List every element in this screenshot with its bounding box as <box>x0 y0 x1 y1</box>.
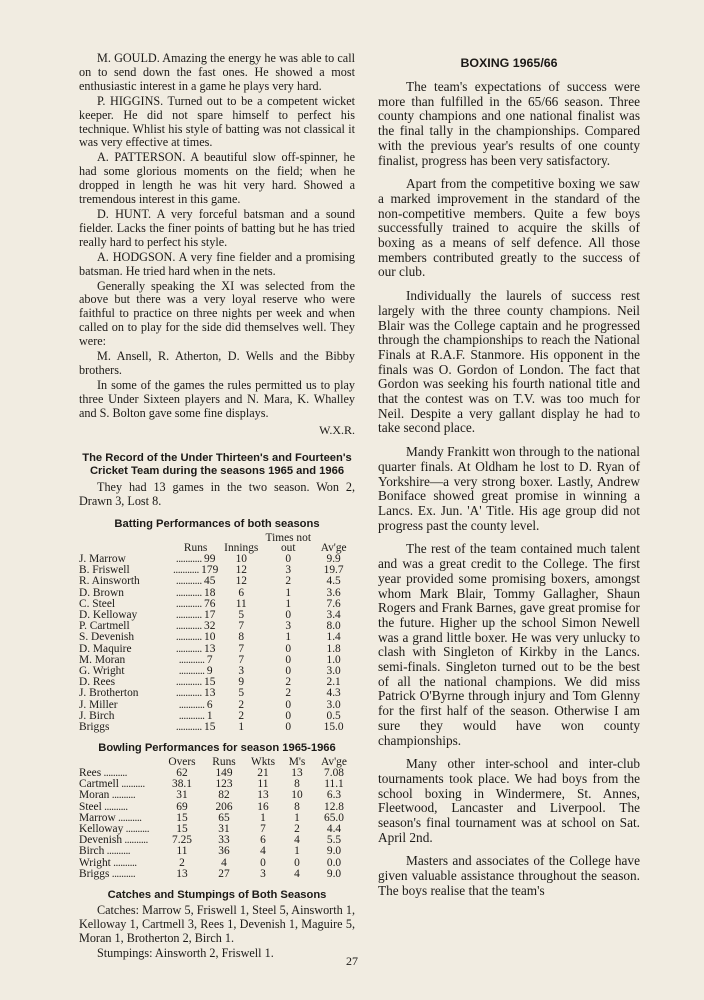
boxing-para-non-competitive: Apart from the competitive boxing we saw a marked improvement in the standard of the non-competitive members. Quite a few boys successfully trained to acquire the skills of boxing as a means of self defence. All those members contributed greatly to the success of our club. <box>378 176 640 280</box>
report-hodgson: A. HODGSON. A very fine fielder and a promising batsman. He tried hard when in the nets. <box>79 249 355 278</box>
runs-value: 10 <box>204 631 216 644</box>
runs-value: 76 <box>204 597 216 610</box>
average-value: 1.8 <box>326 642 341 655</box>
right-column <box>378 56 640 899</box>
player-name: J. Marrow <box>79 552 126 565</box>
player-name: D. Brown <box>79 586 124 599</box>
player-name: M. Moran <box>79 653 126 666</box>
runs-value: 123 <box>215 778 233 791</box>
header-times-not-out: Times not out <box>265 531 311 555</box>
runs-value: 36 <box>218 845 230 858</box>
maidens-value: 13 <box>291 766 303 779</box>
wickets-value: 7 <box>260 822 266 835</box>
average-value: 65.0 <box>324 811 344 824</box>
bowler-name: Kelloway <box>79 822 124 835</box>
wickets-value: 0 <box>260 856 266 869</box>
batting-row <box>79 632 355 643</box>
leader-dots: ........... <box>175 642 205 655</box>
not-out-value: 2 <box>285 676 292 689</box>
bowler-name: Devenish <box>79 834 123 847</box>
runs-value: 13 <box>204 642 216 655</box>
report-reserves: M. Ansell, R. Atherton, D. Wells and the Bibby brothers. <box>79 349 355 377</box>
runs-value: 7 <box>206 653 213 666</box>
average-value: 7.08 <box>324 766 344 779</box>
leader-dots: ........... <box>175 631 205 644</box>
bowling-row <box>79 869 355 880</box>
innings-value: 7 <box>238 642 245 655</box>
report-higgins: P. HIGGINS. Turned out to be a competent wicket keeper. He did not spare himself to perfect his technique. Whlist his style of batting was not classical it was very effective at times. <box>79 93 355 150</box>
wickets-value: 1 <box>260 811 266 824</box>
report-patterson: A. PATTERSON. A beautiful slow off-spinner, he had some glorious moments on the field; when he dropped in length he was hit very hard. Showed a tremendous interest in this game. <box>79 150 355 207</box>
average-value: 1.0 <box>326 653 341 666</box>
not-out-value: 3 <box>285 620 292 633</box>
player-reports <box>79 52 355 421</box>
bowler-name: Moran <box>79 789 110 802</box>
report-hunt: D. HUNT. A very forceful batsman and a sound fielder. Lacks the finer points of batting but he has tried really hard to perfect his style. <box>79 206 355 249</box>
innings-value: 7 <box>238 653 245 666</box>
overs-value: 15 <box>176 822 188 835</box>
bowler-name: Birch <box>79 845 105 858</box>
maidens-value: 1 <box>294 811 300 824</box>
average-value: 5.5 <box>326 834 342 847</box>
innings-value: 1 <box>238 721 245 734</box>
maidens-value: 4 <box>294 834 300 847</box>
overs-value: 13 <box>176 867 188 880</box>
batting-row <box>79 711 355 722</box>
header-runs: Runs <box>183 542 208 555</box>
runs-value: 15 <box>204 676 216 689</box>
not-out-value: 2 <box>285 687 292 700</box>
leader-dots: .......... <box>109 867 136 880</box>
boxing-para-frankitt: Mandy Frankitt won through to the national quarter finals. At Oldham he lost to D. Ryan of Yorkshire—a very strong boxer. Lastly, Andrew Boniface showed great promise in winning a Lancs. Ex. Jun. 'A' Title. His age group did not progress past the county level. <box>378 444 640 533</box>
batting-row <box>79 722 355 733</box>
bowler-name: Wright <box>79 856 111 869</box>
report-selection: Generally speaking the XI was selected from the above but there was a very loyal reserve who were faithful to practice on three nights per week and when called on to play for the side did themselves well. They were: <box>79 278 355 349</box>
bowler-name: Marrow <box>79 811 116 824</box>
batting-row <box>79 666 355 677</box>
innings-value: 7 <box>238 620 245 633</box>
innings-value: 5 <box>238 687 245 700</box>
wickets-value: 13 <box>257 789 269 802</box>
report-under-sixteen: In some of the games the rules permitted us to play three Under Sixteen players and N. Mara, K. Whalley and S. Bolton gave some fine displays. <box>79 377 355 420</box>
leader-dots: .......... <box>110 856 137 869</box>
leader-dots: ........... <box>175 676 205 689</box>
innings-value: 8 <box>238 631 245 644</box>
stumpings-text: Stumpings: Ainsworth 2, Friswell 1. <box>97 945 274 960</box>
catches-text: Catches: Marrow 5, Friswell 1, Steel 5, Ainsworth 1, Kelloway 1, Cartmell 3, Rees 1, Devenish 1, Maguire 5, Moran 1, Brotherton 2, Birch 1. <box>79 903 355 945</box>
wickets-value: 16 <box>257 800 269 813</box>
boxing-para-tournaments: Many other inter-school and inter-club tournaments took place. We had boys from the school boxing in Windermere, St. Annes, Fleetwood, Lancaster and Liverpool. The season's final tournament was at school on Sat. April 2nd. <box>378 756 640 845</box>
average-value: 4.4 <box>326 822 342 835</box>
wickets-value: 6 <box>260 834 266 847</box>
not-out-value: 0 <box>285 721 292 734</box>
runs-value: 32 <box>204 620 216 633</box>
boxing-title: BOXING 1965/66 <box>460 56 558 70</box>
batting-row <box>79 688 355 699</box>
boxing-para-expectations: The team's expectations of success were more than fulfilled in the 65/66 season. Three county champions and one national finalist was the final tally in the championships. Compared with the previous year's results of one county finalist, progress has been very satisfactory. <box>378 79 640 168</box>
average-value: 12.8 <box>324 800 344 813</box>
average-value: 15.0 <box>323 721 344 734</box>
leader-dots: ........... <box>175 575 205 588</box>
overs-value: 31 <box>176 789 188 802</box>
runs-value: 82 <box>218 789 230 802</box>
innings-value: 5 <box>238 609 245 621</box>
batting-header-row <box>79 533 355 554</box>
leader-dots: .......... <box>115 811 142 824</box>
runs-value: 4 <box>221 856 227 869</box>
leader-dots: .......... <box>123 822 150 835</box>
leader-dots: ........... <box>178 698 207 711</box>
not-out-value: 3 <box>285 564 292 577</box>
maidens-value: 4 <box>294 867 300 880</box>
not-out-value: 0 <box>285 665 292 678</box>
runs-value: 99 <box>204 552 216 565</box>
maidens-value: 0 <box>294 856 300 869</box>
bowling-title: Bowling Performances for season 1965-1966 <box>98 742 336 755</box>
innings-value: 3 <box>238 665 245 678</box>
leader-dots: ........... <box>175 620 205 633</box>
leader-dots: .......... <box>101 766 127 779</box>
average-value: 9.9 <box>326 552 341 565</box>
runs-value: 179 <box>201 564 219 577</box>
innings-value: 11 <box>235 597 247 610</box>
page-number: 27 <box>346 954 358 968</box>
bowler-name: Rees <box>79 766 102 779</box>
leader-dots: .......... <box>101 800 128 813</box>
runs-value: 17 <box>204 609 216 621</box>
leader-dots: ........... <box>178 653 207 666</box>
not-out-value: 0 <box>285 653 292 666</box>
wickets-value: 3 <box>260 867 266 880</box>
batting-row <box>79 700 355 711</box>
wickets-value: 21 <box>257 766 269 779</box>
average-value: 19.7 <box>323 564 344 577</box>
average-value: 9.0 <box>326 867 342 880</box>
batting-rows <box>79 554 355 733</box>
player-name: D. Kelloway <box>79 609 138 621</box>
innings-value: 10 <box>235 552 247 565</box>
left-column <box>79 52 355 961</box>
leader-dots: ........... <box>175 597 205 610</box>
leader-dots: ........... <box>175 609 205 621</box>
maidens-value: 10 <box>291 789 303 802</box>
runs-value: 18 <box>204 586 216 599</box>
player-name: C. Steel <box>79 597 116 610</box>
bowler-name: Cartmell <box>79 778 119 791</box>
batting-row <box>79 588 355 599</box>
overs-value: 38.1 <box>172 778 192 791</box>
runs-value: 149 <box>215 766 233 779</box>
runs-value: 6 <box>206 698 213 711</box>
maidens-value: 8 <box>294 800 300 813</box>
runs-value: 65 <box>218 811 230 824</box>
average-value: 7.6 <box>326 597 341 610</box>
average-value: 2.1 <box>326 676 341 689</box>
maidens-value: 1 <box>294 845 300 858</box>
average-value: 0.0 <box>326 856 342 869</box>
innings-value: 12 <box>235 564 247 577</box>
not-out-value: 0 <box>285 698 292 711</box>
header-overs: Overs <box>168 756 196 769</box>
average-value: 1.4 <box>326 631 341 644</box>
author-signature: W.X.R. <box>319 422 355 437</box>
runs-value: 206 <box>215 800 233 813</box>
boxing-para-team: The rest of the team contained much talent and was a great credit to the College. The first year provided some promising boxers, amongst whom Mark Blair, Tommy Gallagher, Shaun Rogers and Frank Barnes, gave great promise for the future. Higher up the school Simon Newell was a grand little boxer. He was very unlucky to clash with Singleton of Kirkby in the Lancs. semi-finals. Singleton turned out to be the best of all the national champions. We did miss Patrick O'Byrne through injury and Tom Glenny for the first half of the season. Otherwise I am sure they would have won county championships. <box>378 541 640 748</box>
player-name: J. Birch <box>79 709 115 722</box>
not-out-value: 0 <box>285 642 292 655</box>
average-value: 3.4 <box>326 609 341 621</box>
average-value: 11.1 <box>324 778 344 791</box>
innings-value: 2 <box>238 698 245 711</box>
innings-value: 2 <box>238 709 245 722</box>
leader-dots: ........... <box>173 564 202 577</box>
player-name: B. Friswell <box>79 564 130 577</box>
leader-dots: ........... <box>175 552 205 565</box>
header-average: Av'ge <box>321 756 347 769</box>
report-gould: M. GOULD. Amazing the energy he was able to call on to send down the fast ones. He showed a most enthusiastic interest in a game he plays very hard. <box>79 51 355 93</box>
player-name: J. Brotherton <box>79 687 139 700</box>
innings-value: 6 <box>238 586 245 599</box>
not-out-value: 0 <box>285 552 292 565</box>
not-out-value: 0 <box>285 709 292 722</box>
batting-row <box>79 576 355 587</box>
player-name: S. Devenish <box>79 631 135 644</box>
boxing-para-masters: Masters and associates of the College have given valuable assistance throughout the season. The boys realise that the team's <box>378 853 640 898</box>
runs-value: 31 <box>218 822 230 835</box>
header-average: Av'ge <box>320 542 347 555</box>
bowler-name: Steel <box>79 800 102 813</box>
overs-value: 7.25 <box>172 834 192 847</box>
average-value: 0.5 <box>326 709 341 722</box>
record-title: The Record of the Under Thirteen's and Fourteen's Cricket Team during the seasons 1965 and 1966 <box>82 451 352 477</box>
overs-value: 15 <box>176 811 188 824</box>
header-innings: Innings <box>224 542 259 555</box>
average-value: 3.0 <box>326 698 341 711</box>
not-out-value: 1 <box>285 631 292 644</box>
overs-value: 69 <box>176 800 188 813</box>
batting-title: Batting Performances of both seasons <box>114 517 320 530</box>
player-name: R. Ainsworth <box>79 575 140 588</box>
catches-title: Catches and Stumpings of Both Seasons <box>107 888 327 901</box>
average-value: 6.3 <box>326 789 342 802</box>
average-value: 4.3 <box>326 687 341 700</box>
wickets-value: 11 <box>257 778 269 791</box>
average-value: 8.0 <box>326 620 341 633</box>
leader-dots: ........... <box>175 586 205 599</box>
average-value: 9.0 <box>326 845 342 858</box>
player-name: P. Cartmell <box>79 620 130 633</box>
player-name: D. Rees <box>79 676 116 689</box>
boxing-para-county-champions: Individually the laurels of success rest largely with the three county champions. Neil Blair was the College captain and he progressed through the championships to reach the National Finals at R.A.F. Stanmore. His opponent in the finals was O. Gordon of London. The fact that Gordon was seeking his fourth national title and that the contest was on T.V. was too much for Neil. Despite a very gallant display he had to take second place. <box>378 288 640 436</box>
runs-value: 9 <box>206 665 213 678</box>
maidens-value: 8 <box>294 778 300 791</box>
runs-cell <box>173 722 218 733</box>
leader-dots: .......... <box>118 778 145 791</box>
not-out-value: 2 <box>285 575 292 588</box>
not-out-value: 1 <box>285 597 292 610</box>
player-name: G. Wright <box>79 665 125 678</box>
overs-value: 2 <box>179 856 185 869</box>
wickets-value: 4 <box>260 845 266 858</box>
leader-dots: ........... <box>178 709 207 722</box>
not-out-value: 1 <box>285 586 292 599</box>
runs-value: 15 <box>204 721 216 734</box>
player-name: Briggs <box>79 721 110 734</box>
header-wickets: Wkts <box>250 756 276 769</box>
bowler-name: Briggs <box>79 867 110 880</box>
overs-value: 62 <box>176 766 188 779</box>
player-name: D. Maquire <box>79 642 132 655</box>
bowling-table <box>79 757 355 880</box>
not-out-value: 0 <box>285 609 292 621</box>
header-maidens: M's <box>288 756 306 769</box>
runs-value: 13 <box>204 687 216 700</box>
maidens-value: 2 <box>294 822 300 835</box>
batting-table <box>79 533 355 733</box>
leader-dots: .......... <box>109 789 136 802</box>
header-runs: Runs <box>212 756 236 769</box>
average-value: 4.5 <box>326 575 341 588</box>
leader-dots: .......... <box>122 834 148 847</box>
leader-dots: .......... <box>104 845 131 858</box>
leader-dots: ........... <box>178 665 207 678</box>
record-summary: They had 13 games in the two season. Won 2, Drawn 3, Lost 8. <box>79 479 355 508</box>
bowler-cell <box>79 869 161 880</box>
average-value: 3.6 <box>326 586 341 599</box>
runs-value: 1 <box>206 709 213 722</box>
leader-dots: ........... <box>175 687 205 700</box>
innings-value: 9 <box>238 676 245 689</box>
average-value: 3.0 <box>326 665 341 678</box>
runs-value: 33 <box>218 834 230 847</box>
leader-dots: ........... <box>175 721 205 734</box>
runs-value: 27 <box>218 867 230 880</box>
bowling-rows <box>79 768 355 880</box>
overs-value: 11 <box>176 845 188 858</box>
player-name: J. Miller <box>79 698 118 711</box>
runs-value: 45 <box>204 575 216 588</box>
innings-value: 12 <box>235 575 247 588</box>
